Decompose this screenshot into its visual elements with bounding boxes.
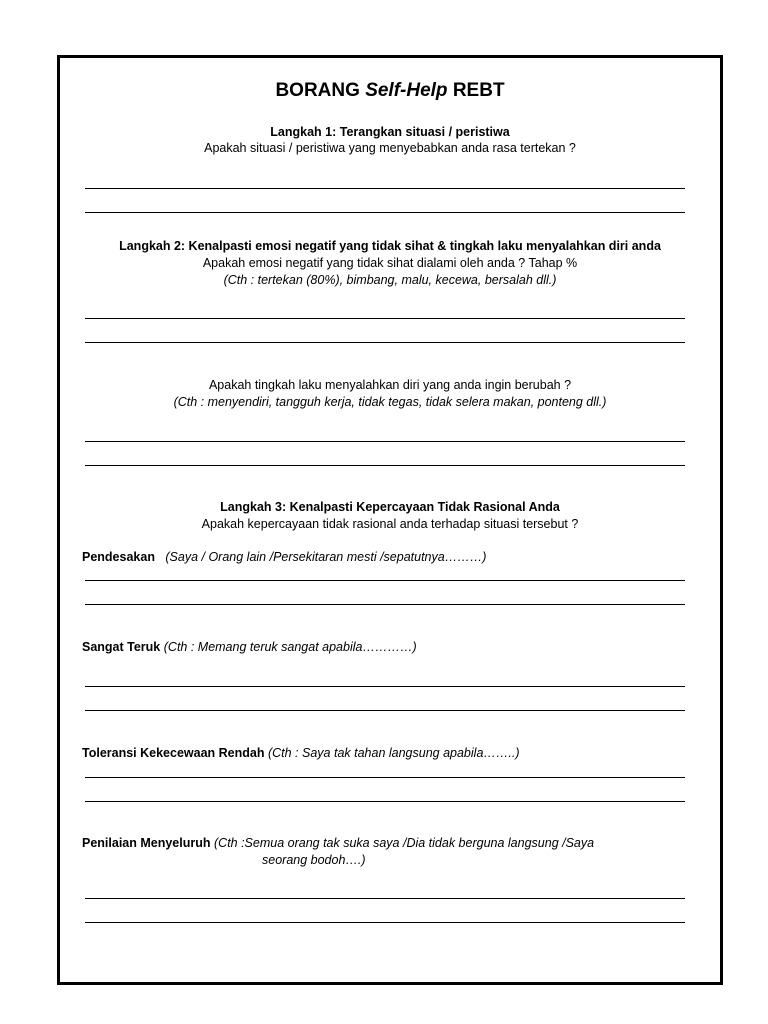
step2-question2: Apakah tingkah laku menyalahkan diri yang anda ingin berubah ?: [208, 378, 572, 392]
step2-question: Apakah emosi negatif yang tidak sihat dialami oleh anda ? Tahap %: [202, 256, 578, 270]
belief-penilaian-cont: seorang bodoh….): [262, 853, 366, 867]
answer-line[interactable]: [85, 922, 685, 923]
step1-question: Apakah situasi / peristiwa yang menyebabkan anda rasa tertekan ?: [204, 141, 576, 155]
answer-line[interactable]: [85, 188, 685, 189]
answer-line[interactable]: [85, 465, 685, 466]
step2-example: (Cth : tertekan (80%), bimbang, malu, kecewa, bersalah dll.): [223, 273, 557, 287]
belief-sangat-teruk: Sangat Teruk (Cth : Memang teruk sangat apabila…………): [82, 640, 417, 654]
answer-line[interactable]: [85, 212, 685, 213]
step3-heading: Langkah 3: Kenalpasti Kepercayaan Tidak Rasional Anda: [220, 500, 560, 514]
step1-heading: Langkah 1: Terangkan situasi / peristiwa: [270, 125, 510, 139]
answer-line[interactable]: [85, 318, 685, 319]
answer-line[interactable]: [85, 777, 685, 778]
answer-line[interactable]: [85, 604, 685, 605]
belief-toleransi: Toleransi Kekecewaan Rendah (Cth : Saya tak tahan langsung apabila……..): [82, 746, 520, 760]
answer-line[interactable]: [85, 898, 685, 899]
belief-penilaian: Penilaian Menyeluruh (Cth :Semua orang tak suka saya /Dia tidak berguna langsung /Saya: [82, 836, 595, 850]
answer-line[interactable]: [85, 580, 685, 581]
step2-example2: (Cth : menyendiri, tangguh kerja, tidak tegas, tidak selera makan, ponteng dll.): [173, 395, 607, 409]
answer-line[interactable]: [85, 441, 685, 442]
step2-heading: Langkah 2: Kenalpasti emosi negatif yang tidak sihat & tingkah laku menyalahkan diri anda: [119, 239, 661, 253]
answer-line[interactable]: [85, 801, 685, 802]
answer-line[interactable]: [85, 686, 685, 687]
answer-line[interactable]: [85, 710, 685, 711]
belief-pendesakan: Pendesakan (Saya / Orang lain /Persekitaran mesti /sepatutnya………): [82, 550, 487, 564]
form-title: BORANG Self-Help REBT: [275, 80, 505, 101]
step3-question: Apakah kepercayaan tidak rasional anda terhadap situasi tersebut ?: [201, 517, 579, 531]
answer-line[interactable]: [85, 342, 685, 343]
